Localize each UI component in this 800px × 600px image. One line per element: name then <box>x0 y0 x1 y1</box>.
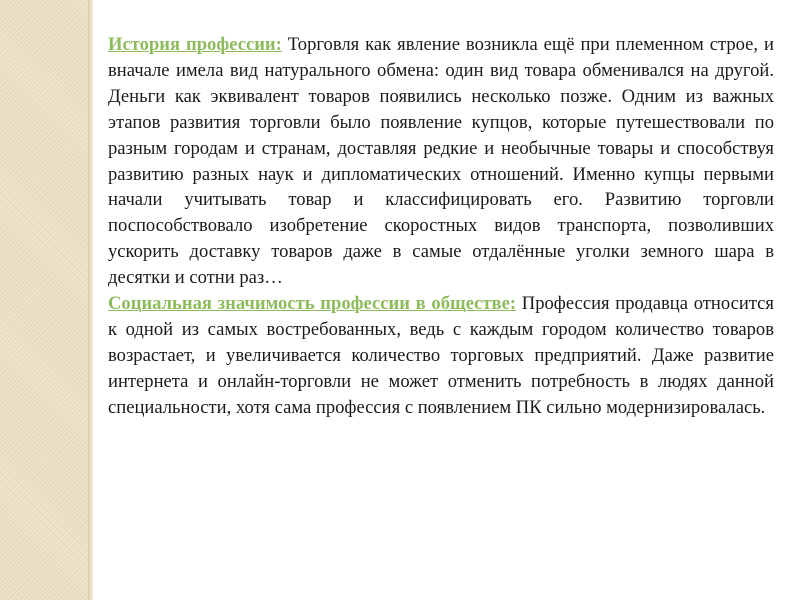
significance-text: Профессия продавца относится к одной из самых востребованных, ведь с каждым городом количество товаров возрастает, и увеличивается количество торговых предприятий. Даже развитие интернета и онлайн-торговли не может отменить потребность в людях данной специальности, хотя сама профессия с появлением ПК сильно модернизировалась. <box>108 293 774 418</box>
slide-content <box>108 32 774 421</box>
history-text: Торговля как явление возникла ещё при племенном строе, и вначале имела вид натурального обмена: один вид товара обменивался на другой. Деньги как эквивалент товаров появились несколько позже. Одним из важных этапов развития торговли было появление купцов, которые путешествовали по разным городам и странам, доставляя редкие и необычные товары и способствуя развитию разных наук и дипломатических отношений. Именно купцы первыми начали учитывать товар и классифицировать его. Развитию торговли поспособствовало изобретение скоростных видов транспорта, позволивших ускорить доставку товаров даже в самые отдалённые уголки земного шара в десятки и сотни раз… <box>108 34 775 289</box>
decorative-border-edge <box>88 0 93 600</box>
significance-heading: Социальная значимость профессии в обществе: <box>108 293 517 315</box>
history-heading: История профессии: <box>108 34 282 55</box>
decorative-left-border <box>0 0 88 600</box>
history-paragraph <box>108 32 774 291</box>
significance-paragraph <box>108 291 774 421</box>
